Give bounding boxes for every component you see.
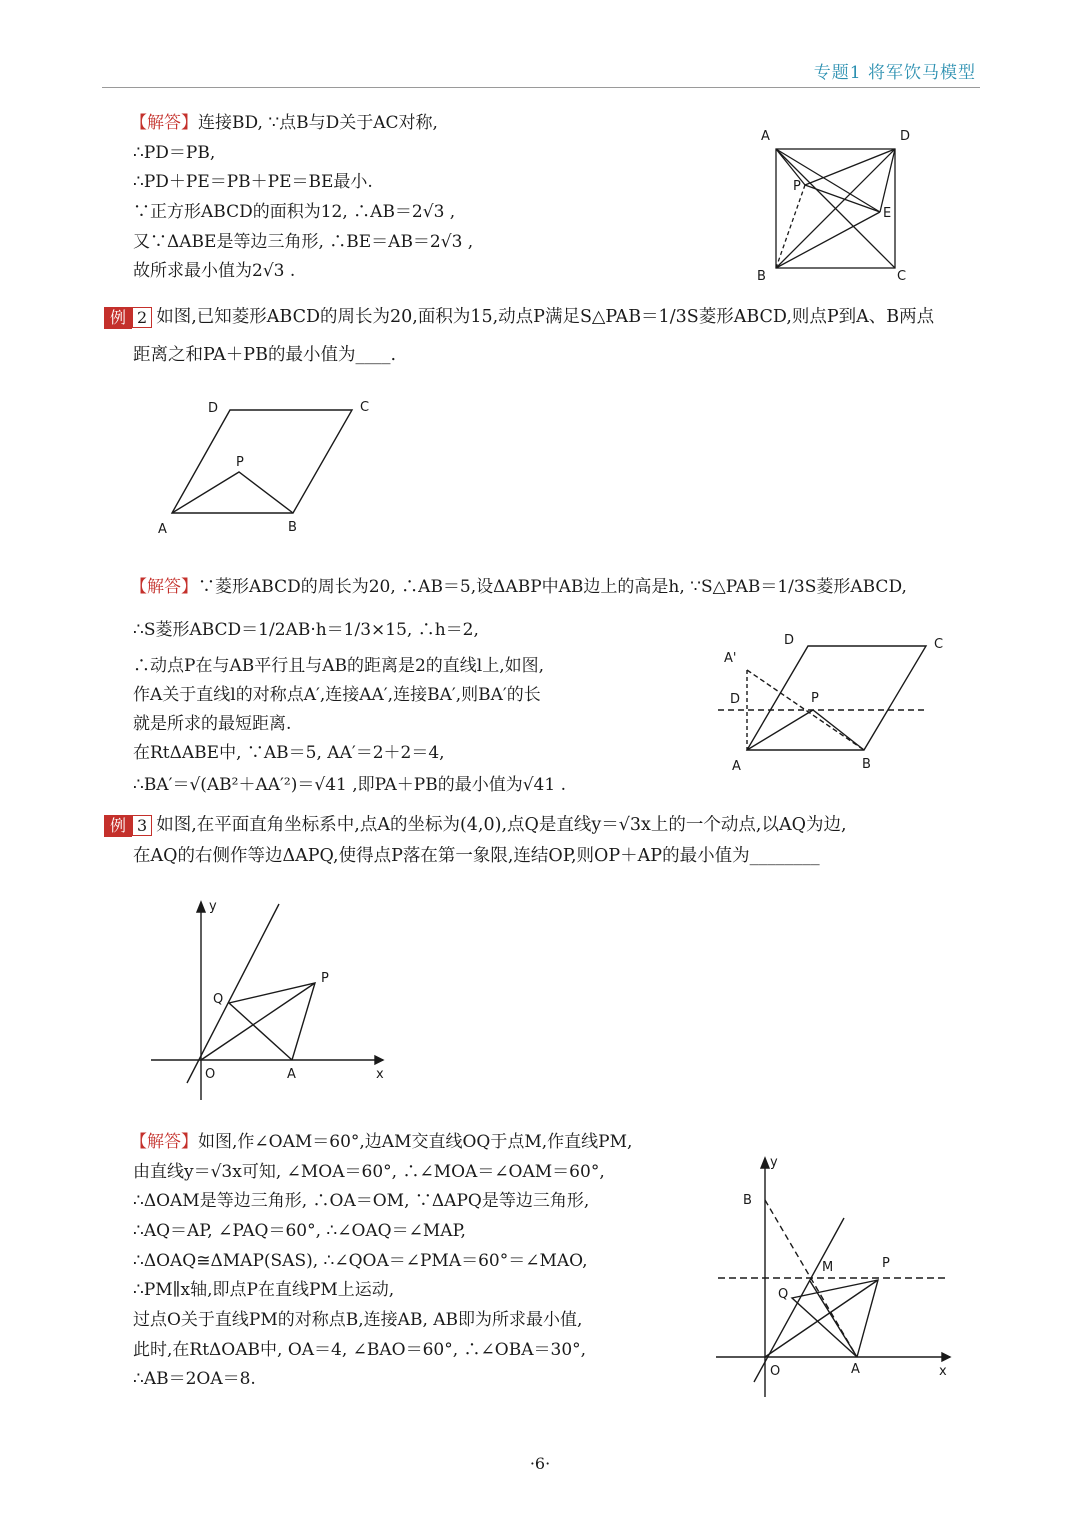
coordinate-figure	[145, 890, 400, 1105]
point-label-b: B	[743, 1193, 752, 1208]
solution2-line-7: ∴BA′＝√(AB²＋AA′²)＝√41 ,即PA＋PB的最小值为√41 .	[133, 775, 566, 795]
point-label-o: O	[205, 1067, 216, 1082]
header-title: 专题1 将军饮马模型	[813, 63, 976, 83]
solution1-line-5: 又∵ΔABE是等边三角形, ∴BE＝AB＝2√3 ,	[133, 232, 474, 252]
point-label-p: P	[811, 691, 819, 706]
point-label-d: D	[208, 401, 219, 416]
point-label-e: E	[883, 206, 892, 221]
solution2-line-5: 就是所求的最短距离.	[133, 714, 292, 734]
solution2-line-6: 在RtΔABE中, ∵AB＝5, AA′＝2＋2＝4,	[133, 743, 445, 763]
axis-label-y: y	[209, 899, 217, 914]
solution3-line-2: 由直线y＝√3x可知, ∠MOA＝60°, ∴∠MOA＝∠OAM＝60°,	[133, 1162, 605, 1182]
point-label-a: A	[732, 759, 741, 774]
solution3-line-3: ∴ΔOAM是等边三角形, ∴OA＝OM, ∵ΔAPQ是等边三角形,	[133, 1191, 590, 1211]
axis-label-y: y	[770, 1155, 778, 1170]
point-label-m: M	[822, 1260, 834, 1275]
point-label-c: C	[360, 400, 370, 415]
axis-label-x: x	[376, 1067, 384, 1082]
example3-line-1: 例 3 如图,在平面直角坐标系中,点A的坐标为(4,0),点Q是直线y＝√3x上的一个动点,以AQ为边,	[104, 814, 847, 837]
rhombus-symmetry-figure	[712, 628, 960, 776]
solution2-line-2: ∴S菱形ABCD＝1/2AB·h＝1/3×15, ∴h＝2,	[133, 620, 479, 640]
point-label-d-prime: D	[730, 692, 741, 707]
solution2-line-4: 作A关于直线l的对称点A′,连接AA′,连接BA′,则BA′的长	[133, 685, 541, 705]
point-label-q: Q	[213, 992, 224, 1007]
point-label-b: B	[862, 757, 871, 772]
point-label-p: P	[236, 455, 244, 470]
solution3-line-6: ∴PM∥x轴,即点P在直线PM上运动,	[133, 1280, 395, 1300]
square-figure	[752, 122, 922, 288]
point-label-a-prime: A'	[724, 651, 737, 666]
point-label-c: C	[934, 637, 944, 652]
example2-line-1: 例 2 如图,已知菱形ABCD的周长为20,面积为15,动点P满足S△PAB＝1/3S菱形ABCD,则点P到A、B两点	[104, 306, 934, 329]
solution3-line-4: ∴AQ＝AP, ∠PAQ＝60°, ∴∠OAQ＝∠MAP,	[133, 1221, 466, 1241]
solution1-line-6: 故所求最小值为2√3 .	[133, 261, 296, 281]
solution1-line-2: ∴PD＝PB,	[133, 143, 216, 163]
solution2-line-3: ∴动点P在与AB平行且与AB的距离是2的直线l上,如图,	[133, 656, 545, 676]
point-label-c: C	[897, 269, 907, 284]
header-rule	[102, 87, 980, 88]
point-label-b: B	[288, 520, 297, 535]
page-number: ·6·	[529, 1454, 551, 1473]
solution3-line-1: 【解答】如图,作∠OAM＝60°,边AM交直线OQ于点M,作直线PM,	[130, 1132, 633, 1152]
example3-badge: 例 3	[104, 815, 152, 837]
solution2-line-1: 【解答】∵菱形ABCD的周长为20, ∴AB＝5,设ΔABP中AB边上的高是h, ∵S△PAB＝1/3S菱形ABCD,	[130, 577, 907, 597]
point-label-a: A	[287, 1067, 296, 1082]
axis-label-x: x	[939, 1364, 947, 1379]
solution1-line-1: 【解答】连接BD, ∵点B与D关于AC对称,	[130, 113, 438, 133]
solution3-line-7: 过点O关于直线PM的对称点B,连接AB, AB即为所求最小值,	[133, 1310, 583, 1330]
solution3-line-8: 此时,在RtΔOAB中, OA＝4, ∠BAO＝60°, ∴∠OBA＝30°,	[133, 1340, 587, 1360]
example3-line-2: 在AQ的右侧作等边ΔAPQ,使得点P落在第一象限,连结OP,则OP＋AP的最小值为________	[133, 846, 820, 866]
answer-label: 【解答】	[130, 113, 198, 133]
point-label-p: P	[882, 1256, 890, 1271]
rhombus-abcd	[172, 410, 352, 513]
point-label-a: A	[851, 1362, 860, 1377]
point-label-a: A	[761, 129, 770, 144]
point-label-b: B	[757, 269, 766, 284]
point-label-p: P	[793, 179, 801, 194]
reflection-figure	[712, 1152, 962, 1402]
solution1-line-3: ∴PD＋PE＝PB＋PE＝BE最小.	[133, 172, 373, 192]
point-label-p: P	[321, 971, 329, 986]
point-label-o: O	[770, 1364, 781, 1379]
point-label-d: D	[784, 633, 795, 648]
example2-line-2: 距离之和PA＋PB的最小值为____.	[133, 345, 397, 365]
rhombus-figure	[150, 392, 390, 542]
solution1-line-4: ∵正方形ABCD的面积为12, ∴AB＝2√3 ,	[133, 202, 456, 222]
solution3-line-5: ∴ΔOAQ≅ΔMAP(SAS), ∴∠QOA＝∠PMA＝60°＝∠MAO,	[133, 1251, 588, 1271]
point-label-q: Q	[778, 1287, 789, 1302]
example2-badge: 例 2	[104, 307, 152, 329]
solution3-line-9: ∴AB＝2OA＝8.	[133, 1369, 256, 1389]
point-label-d: D	[900, 129, 911, 144]
point-label-a: A	[158, 522, 167, 537]
